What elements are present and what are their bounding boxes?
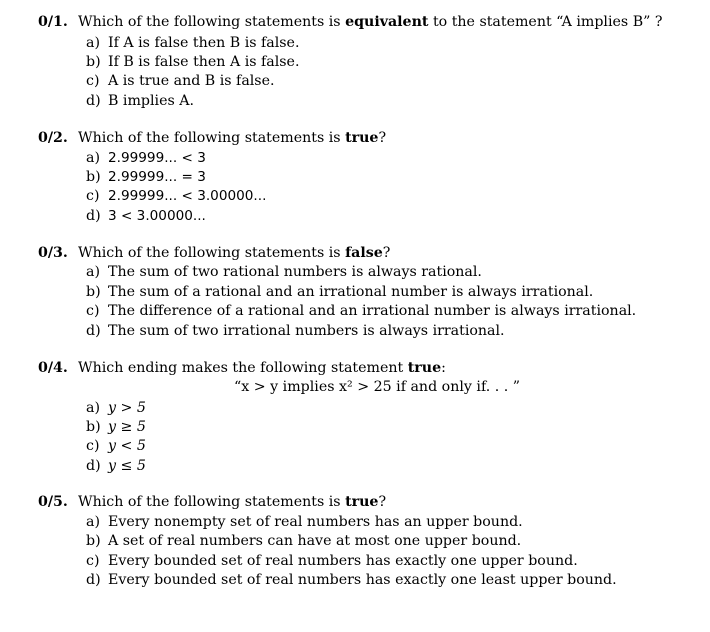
question-3-number: 0/3. <box>38 245 68 261</box>
question-3-option-d: d) The sum of two irrational numbers is always irrational. <box>86 323 505 339</box>
question-1-number: 0/1. <box>38 14 68 30</box>
question-4-option-d: d) y ≤ 5 <box>86 458 146 474</box>
question-5-option-a: a) Every nonempty set of real numbers has an upper bound. <box>86 514 523 530</box>
question-4-option-c: c) y < 5 <box>86 438 146 454</box>
question-3-option-c: c) The difference of a rational and an irrational number is always irrational. <box>86 303 637 319</box>
question-1-option-a: a) If A is false then B is false. <box>86 35 300 51</box>
question-2-option-b: b) 2.99999... = 3 <box>86 169 206 185</box>
question-4-prompt: 0/4. Which ending makes the following statement true: <box>38 360 446 376</box>
question-5-number: 0/5. <box>38 494 68 510</box>
question-4-option-a: a) y > 5 <box>86 400 146 416</box>
question-2-option-d: d) 3 < 3.00000... <box>86 208 206 224</box>
question-1-prompt: 0/1. Which of the following statements is equivalent to the statement “A implies B” ? <box>38 14 663 30</box>
question-2-option-a: a) 2.99999... < 3 <box>86 150 206 166</box>
question-1-option-b: b) If B is false then A is false. <box>86 54 300 70</box>
question-3-prompt: 0/3. Which of the following statements is false? <box>38 245 391 261</box>
question-1-option-c: c) A is true and B is false. <box>86 73 275 89</box>
question-5-option-d: d) Every bounded set of real numbers has exactly one least upper bound. <box>86 572 617 588</box>
question-2-option-c: c) 2.99999... < 3.00000... <box>86 188 267 204</box>
question-4-number: 0/4. <box>38 360 68 376</box>
question-2-prompt: 0/2. Which of the following statements is true? <box>38 130 387 146</box>
question-3-option-b: b) The sum of a rational and an irrational number is always irrational. <box>86 284 594 300</box>
question-1-option-d: d) B implies A. <box>86 93 195 109</box>
question-4-statement: “x > y implies x² > 25 if and only if. . . ” <box>234 379 521 395</box>
question-5-option-b: b) A set of real numbers can have at most one upper bound. <box>86 533 522 549</box>
question-5-option-c: c) Every bounded set of real numbers has exactly one upper bound. <box>86 553 578 569</box>
question-5-prompt: 0/5. Which of the following statements is true? <box>38 494 387 510</box>
question-4-option-b: b) y ≥ 5 <box>86 419 146 435</box>
question-2-number: 0/2. <box>38 130 68 146</box>
question-3-option-a: a) The sum of two rational numbers is always rational. <box>86 264 482 280</box>
